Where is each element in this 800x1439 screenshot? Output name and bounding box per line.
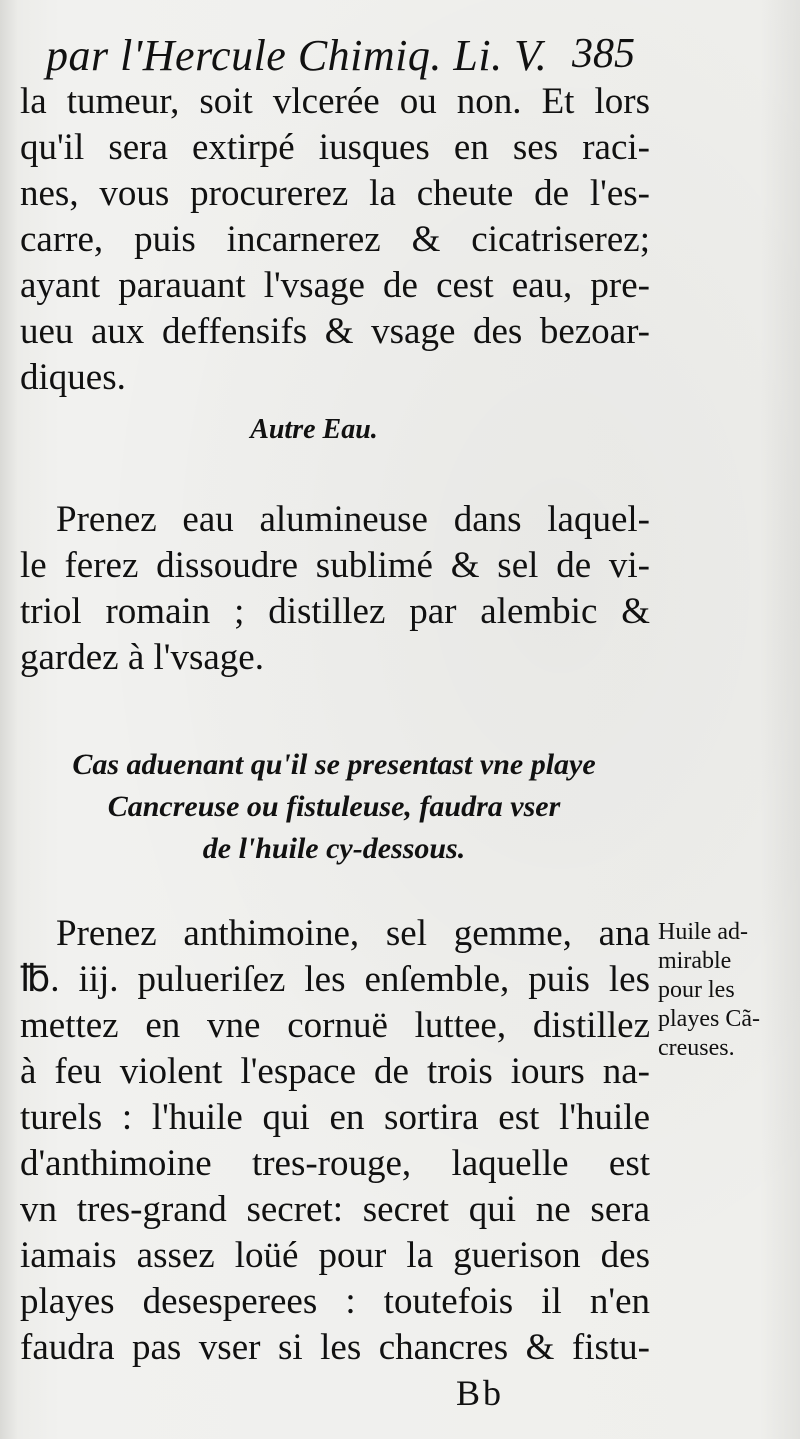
text-line: la tumeur, soit vlcerée ou non. Et lors [20, 81, 650, 122]
heading-line: Cas aduenant qu'il se presentast vne playe [72, 748, 596, 781]
margin-note-line: Huile ad- [658, 919, 748, 945]
section-heading [24, 744, 644, 870]
margin-note-line: pour les [658, 977, 735, 1003]
text-line: d'anthimoine tres-rouge, laquelle est [20, 1143, 650, 1184]
text-line: triol romain ; distillez par alembic & [20, 591, 650, 632]
text-line: ayant parauant l'vsage de cest eau, pre- [20, 265, 650, 306]
margin-note [658, 918, 798, 1063]
text-line: turels : l'huile qui en sortira est l'huile [20, 1097, 650, 1138]
text-line: ℔. iij. pulueriſez les enſemble, puis les [20, 959, 650, 1000]
margin-note-line: creuses. [658, 1035, 735, 1061]
text-line: Prenez eau alumineuse dans laquel- [56, 499, 650, 540]
heading-line: de l'huile cy-dessous. [202, 832, 466, 865]
text-line: vn tres-grand secret: secret qui ne sera [20, 1189, 650, 1230]
text-line: gardez à l'vsage. [20, 637, 264, 678]
text-line: nes, vous procurerez la cheute de l'es- [20, 173, 650, 214]
text-line: ueu aux deffensifs & vsage des bezoar- [20, 311, 650, 352]
text-line: faudra pas vser si les chancres & fistu- [20, 1327, 650, 1368]
text-line: Prenez anthimoine, sel gemme, ana [56, 913, 650, 954]
margin-note-line: mirable [658, 948, 732, 974]
text-line: mettez en vne cornuë luttee, distillez [20, 1005, 650, 1046]
signature-mark: Bb [456, 1373, 505, 1413]
text-line: diques. [20, 357, 126, 398]
text-line: iamais assez loüé pour la guerison des [20, 1235, 650, 1276]
text-line: qu'il sera extirpé iusques en ses raci- [20, 127, 650, 168]
section-title: Autre Eau. [250, 414, 378, 445]
margin-note-line: playes Cã- [658, 1006, 760, 1032]
text-line: à feu violent l'espace de trois iours na- [20, 1051, 650, 1092]
text-line: playes desesperees : toutefois il n'en [20, 1281, 650, 1322]
text-line: le ferez dissoudre sublimé & sel de vi- [20, 545, 650, 586]
page-number: 385 [572, 31, 635, 77]
running-title: par l'Hercule Chimiq. Li. V. [46, 31, 548, 80]
text-line: carre, puis incarnerez & cicatriserez; [20, 219, 650, 260]
heading-line: Cancreuse ou fistuleuse, faudra vser [107, 790, 561, 823]
